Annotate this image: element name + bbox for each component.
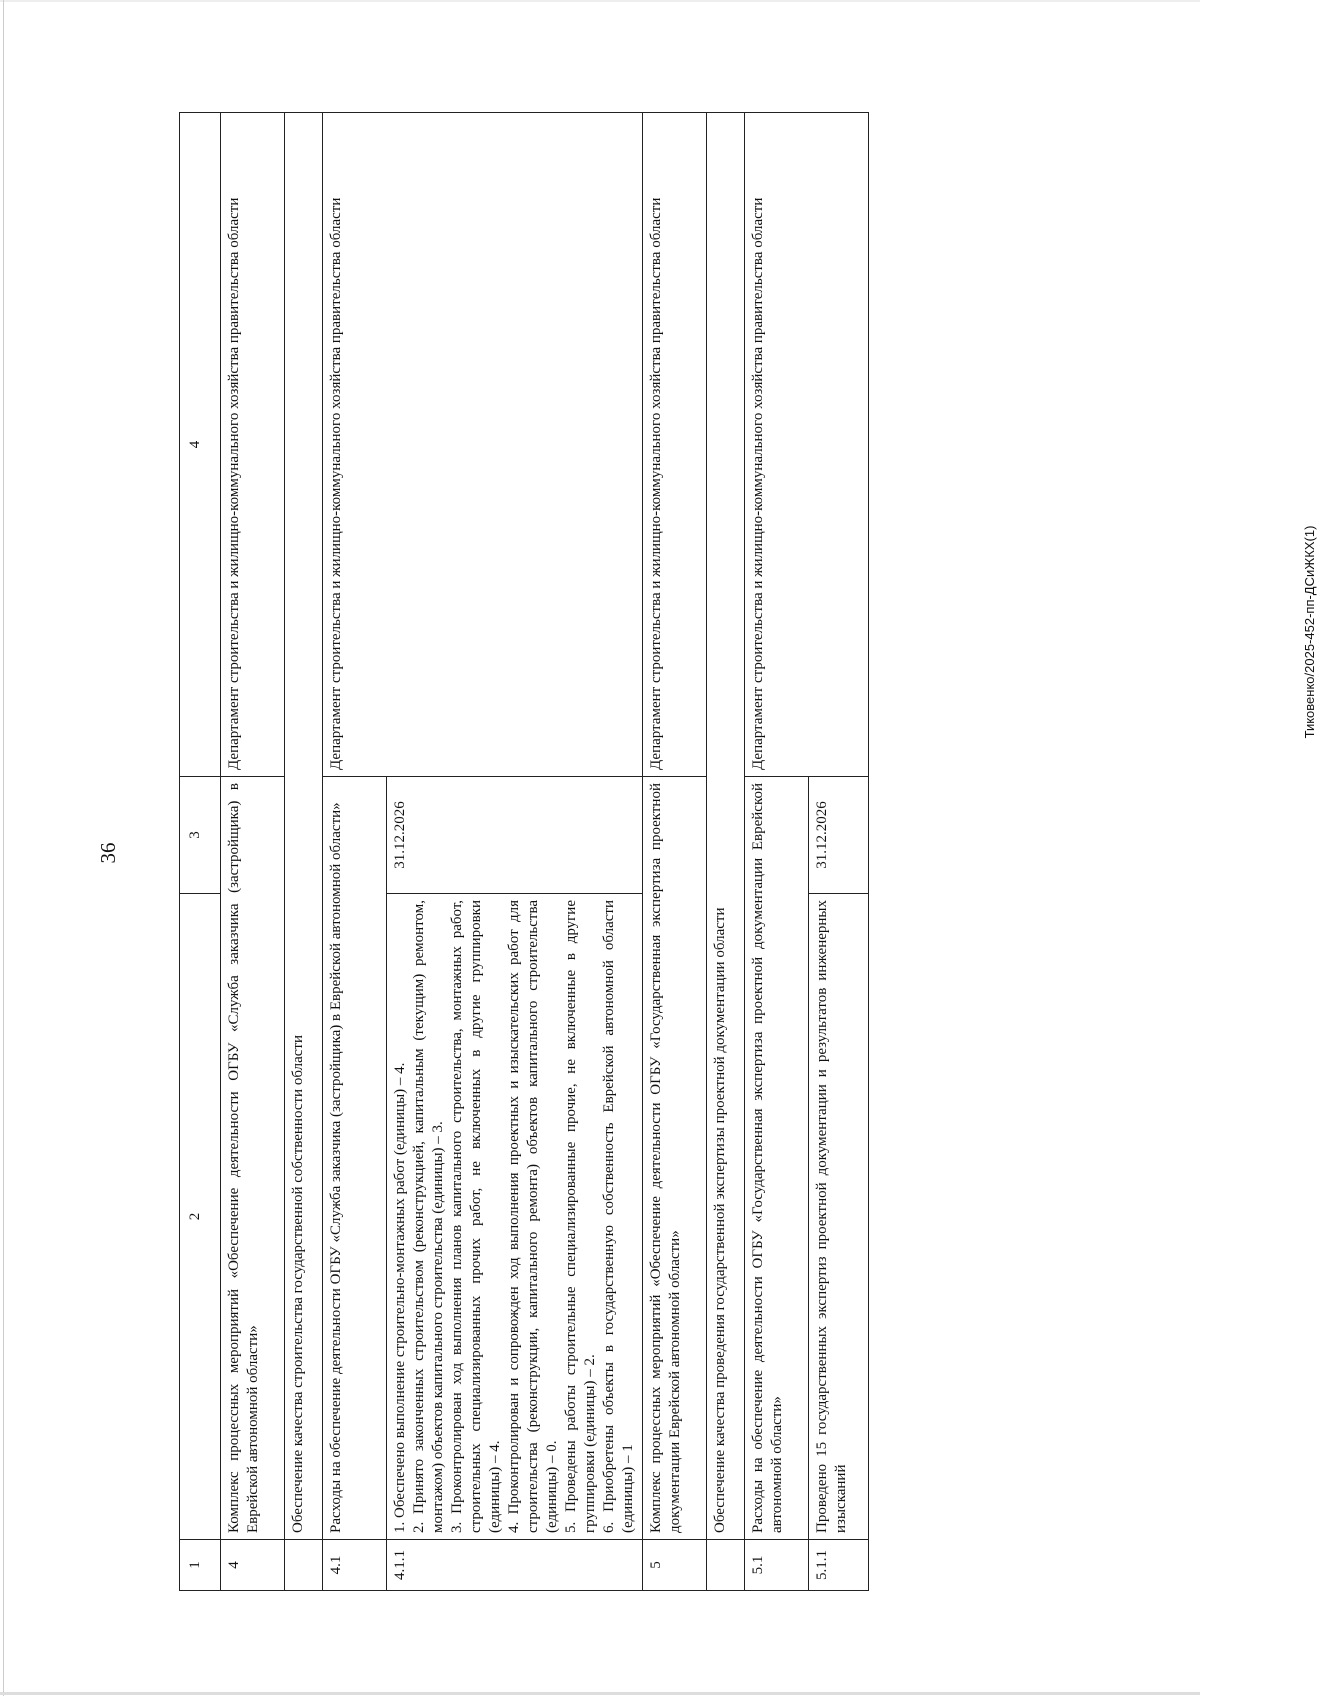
- scan-edge-bottom: [0, 1692, 1200, 1695]
- row-text: Проведено 15 государственных экспертиз проектной документации и результатов инженерных изысканий: [809, 894, 869, 1540]
- list-item: 1. Обеспечено выполнение строительно-монтажных работ (единицы) – 4.: [392, 1062, 408, 1533]
- scan-edge-left: [3, 0, 4, 1696]
- header-col-3: 3: [180, 777, 221, 894]
- row-text: Расходы на обеспечение деятельности ОГБУ «Государственная экспертиза проектной документации Еврейской автономной области»: [745, 777, 809, 1540]
- header-col-1: 1: [180, 1540, 221, 1591]
- table-row: [707, 113, 745, 1591]
- header-col-4: 4: [180, 113, 221, 777]
- row-number: 5.1.1: [809, 1540, 869, 1591]
- row-text: Комплекс процессных мероприятий «Обеспечение деятельности ОГБУ «Государственная экспертиза проектной документации Еврейской автономной области»: [643, 777, 707, 1540]
- row-number: [707, 1540, 745, 1591]
- row-number: 4: [221, 1540, 285, 1591]
- row-number: 4.1: [323, 1540, 387, 1591]
- measures-table: [179, 112, 869, 1591]
- row-section-title: Обеспечение качества проведения государственной экспертизы проектной документации области: [707, 113, 745, 1540]
- row-department: Департамент строительства и жилищно-коммунального хозяйства правительства области: [745, 113, 869, 777]
- row-date: 31.12.2026: [809, 777, 869, 894]
- list-item: 4. Проконтролирован и сопровожден ход выполнения проектных и изыскательских работ для строительства (реконструкции, капитального ремонта) объектов капитального строительства (единицы) – 0.: [506, 900, 560, 1533]
- row-number: [285, 1540, 323, 1591]
- row-items: [387, 894, 643, 1540]
- row-section-title: Обеспечение качества строительства государственной собственности области: [285, 113, 323, 1540]
- header-col-2: 2: [180, 894, 221, 1540]
- list-item: 5. Проведены работы строительные специализированные прочие, не включенные в другие группировки (единицы) – 2.: [563, 900, 598, 1533]
- document-reference: Тиковенко/2025-452-пп-ДСиЖКХ(1): [1302, 525, 1317, 739]
- list-item: 3. Проконтролирован ход выполнения планов капитального строительства, монтажных работ, строительных специализированных прочих работ, не включенных в другие группировки (единицы) – 4.: [449, 900, 503, 1533]
- table-row: [745, 113, 809, 1591]
- table-row: [285, 113, 323, 1591]
- table-row: [323, 113, 387, 1591]
- table-row: [221, 113, 285, 1591]
- table-header-row: [180, 113, 221, 1591]
- scan-edge-top: [0, 0, 1200, 2]
- table-row: [643, 113, 707, 1591]
- row-date: 31.12.2026: [387, 777, 643, 894]
- rotated-table-container: [179, 133, 1299, 1591]
- row-department: Департамент строительства и жилищно-коммунального хозяйства правительства области: [323, 113, 643, 777]
- row-department: Департамент строительства и жилищно-коммунального хозяйства правительства области: [221, 113, 285, 777]
- page-number: 36: [96, 842, 120, 864]
- row-number: 5.1: [745, 1540, 809, 1591]
- list-item: 2. Принято законченных строительством (реконструкцией, капитальным (текущим) ремонтом, монтажом) объектов капитального строительства (единицы) – 3.: [411, 900, 446, 1533]
- row-number: 4.1.1: [387, 1540, 643, 1591]
- row-number: 5: [643, 1540, 707, 1591]
- row-text: Расходы на обеспечение деятельности ОГБУ «Служба заказчика (застройщика) в Еврейской автономной области»: [323, 777, 387, 1540]
- row-text: Комплекс процессных мероприятий «Обеспечение деятельности ОГБУ «Служба заказчика (застройщика) в Еврейской автономной области»: [221, 777, 285, 1540]
- list-item: 6. Приобретены объекты в государственную собственность Еврейской автономной области (единицы) – 1: [601, 900, 636, 1533]
- row-department: Департамент строительства и жилищно-коммунального хозяйства правительства области: [643, 113, 707, 777]
